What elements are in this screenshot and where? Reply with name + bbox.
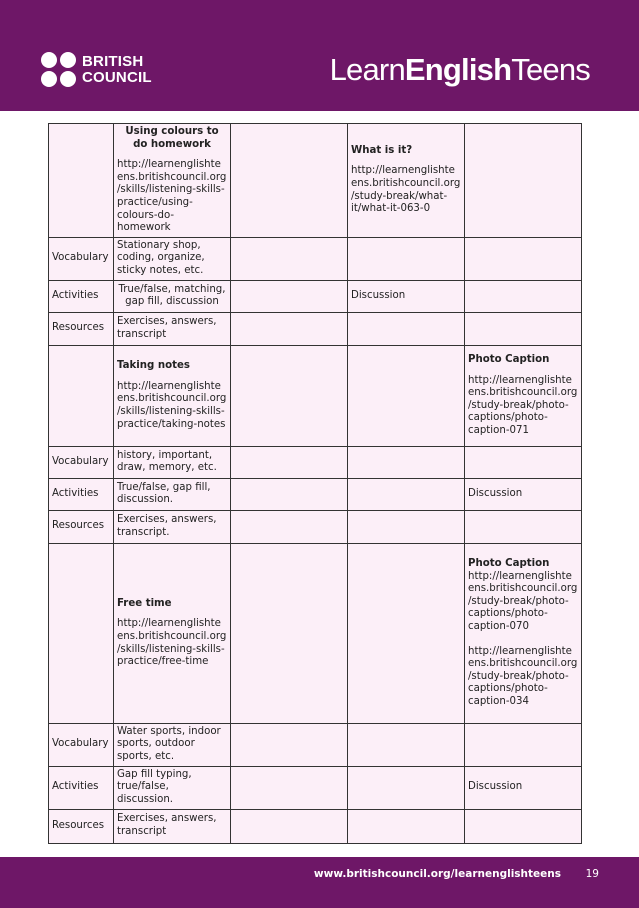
vocabulary-cell: history, important, draw, memory, etc. xyxy=(114,446,231,478)
activities-cell: Gap fill typing, true/false, discussion. xyxy=(114,766,231,809)
lesson-cell xyxy=(114,345,231,446)
british-council-logo xyxy=(41,52,165,92)
empty-cell xyxy=(231,809,348,843)
side-title: Photo Caption xyxy=(468,557,550,569)
diagonal-cell xyxy=(49,543,114,723)
side-cell xyxy=(465,543,582,723)
lesson-link[interactable]: http://learnenglishteens.britishcouncil.org/skills/listening-skills-practice/free-time xyxy=(117,618,227,668)
resources-cell: Exercises, answers, transcript xyxy=(114,312,231,345)
side-cell xyxy=(348,124,465,238)
empty-cell xyxy=(231,543,348,723)
page-number: 19 xyxy=(585,868,599,880)
activities-cell: True/false, gap fill, discussion. xyxy=(114,478,231,510)
empty-cell xyxy=(348,809,465,843)
table-row xyxy=(49,766,582,809)
empty-cell xyxy=(348,345,465,446)
row-label-activities: Activities xyxy=(49,478,114,510)
resources-cell: Exercises, answers, transcript. xyxy=(114,510,231,543)
row-label-resources: Resources xyxy=(49,510,114,543)
side-cell xyxy=(465,345,582,446)
brand-line-2: COUNCIL xyxy=(82,69,152,86)
side-activities-cell: Discussion xyxy=(465,766,582,809)
vocabulary-cell: Water sports, indoor sports, outdoor sports, etc. xyxy=(114,723,231,766)
vocabulary-cell: Stationary shop, coding, organize, sticky notes, etc. xyxy=(114,237,231,280)
empty-cell xyxy=(231,345,348,446)
table-row xyxy=(49,345,582,446)
lesson-title: Free time xyxy=(117,597,172,609)
row-label-activities: Activities xyxy=(49,766,114,809)
footer-url[interactable]: www.britishcouncil.org/learnenglishteens xyxy=(313,868,561,880)
british-council-wordmark xyxy=(82,54,152,86)
empty-cell xyxy=(231,446,348,478)
empty-cell xyxy=(348,543,465,723)
row-label-activities: Activities xyxy=(49,280,114,312)
lesson-link[interactable]: http://learnenglishteens.britishcouncil.org/skills/listening-skills-practice/taking-notes xyxy=(117,380,227,430)
side-title: Photo Caption xyxy=(468,353,550,365)
empty-cell xyxy=(465,446,582,478)
diagonal-cell xyxy=(49,124,114,238)
side-link[interactable]: http://learnenglishteens.britishcouncil.org/study-break/photo-captions/photo-caption-071 xyxy=(468,374,578,436)
empty-cell xyxy=(465,124,582,238)
resources-cell: Exercises, answers, transcript xyxy=(114,809,231,843)
side-title: What is it? xyxy=(351,144,413,156)
table-row xyxy=(49,478,582,510)
activities-cell: True/false, matching, gap fill, discussion xyxy=(114,280,231,312)
table-row xyxy=(49,510,582,543)
lesson-cell xyxy=(114,124,231,238)
british-council-dots-icon xyxy=(41,52,77,88)
empty-cell xyxy=(231,124,348,238)
empty-cell xyxy=(348,312,465,345)
lesson-cell xyxy=(114,543,231,723)
empty-cell xyxy=(231,280,348,312)
empty-cell xyxy=(465,809,582,843)
row-label-vocabulary: Vocabulary xyxy=(49,237,114,280)
table-row xyxy=(49,124,582,238)
table-row xyxy=(49,280,582,312)
table-row xyxy=(49,237,582,280)
side-link[interactable]: http://learnenglishteens.britishcouncil.org/study-break/what-it/what-it-063-0 xyxy=(351,165,461,215)
row-label-vocabulary: Vocabulary xyxy=(49,446,114,478)
lesson-title: Using colours to do homework xyxy=(125,126,219,150)
empty-cell xyxy=(231,237,348,280)
side-activities-cell: Discussion xyxy=(465,478,582,510)
logo-english: English xyxy=(404,52,512,87)
empty-cell xyxy=(465,237,582,280)
row-label-resources: Resources xyxy=(49,809,114,843)
lesson-table xyxy=(48,123,582,844)
empty-cell xyxy=(231,723,348,766)
table-row xyxy=(49,809,582,843)
logo-learn: Learn xyxy=(329,52,405,87)
empty-cell xyxy=(348,478,465,510)
learnenglish-teens-logo xyxy=(330,50,590,90)
side-link-2[interactable]: http://learnenglishteens.britishcouncil.org/study-break/photo-captions/photo-caption-034 xyxy=(468,645,578,707)
lesson-link[interactable]: http://learnenglishteens.britishcouncil.org/skills/listening-skills-practice/using-colours-do-homework xyxy=(117,159,227,234)
empty-cell xyxy=(231,312,348,345)
diagonal-cell xyxy=(49,345,114,446)
empty-cell xyxy=(465,723,582,766)
empty-cell xyxy=(465,510,582,543)
empty-cell xyxy=(348,723,465,766)
empty-cell xyxy=(348,237,465,280)
table-row xyxy=(49,543,582,723)
empty-cell xyxy=(231,510,348,543)
table-row xyxy=(49,446,582,478)
table-row xyxy=(49,723,582,766)
empty-cell xyxy=(231,478,348,510)
empty-cell xyxy=(465,280,582,312)
page-footer xyxy=(0,857,639,908)
empty-cell xyxy=(348,510,465,543)
row-label-vocabulary: Vocabulary xyxy=(49,723,114,766)
side-activities-cell: Discussion xyxy=(348,280,465,312)
side-link[interactable]: http://learnenglishteens.britishcouncil.org/study-break/photo-captions/photo-caption-070 xyxy=(468,570,578,632)
page-header xyxy=(0,0,639,111)
empty-cell xyxy=(231,766,348,809)
lesson-title: Taking notes xyxy=(117,360,190,372)
table-row xyxy=(49,312,582,345)
brand-line-1: BRITISH xyxy=(82,53,144,70)
empty-cell xyxy=(348,446,465,478)
empty-cell xyxy=(465,312,582,345)
row-label-resources: Resources xyxy=(49,312,114,345)
logo-teens: Teens xyxy=(511,52,590,87)
empty-cell xyxy=(348,766,465,809)
